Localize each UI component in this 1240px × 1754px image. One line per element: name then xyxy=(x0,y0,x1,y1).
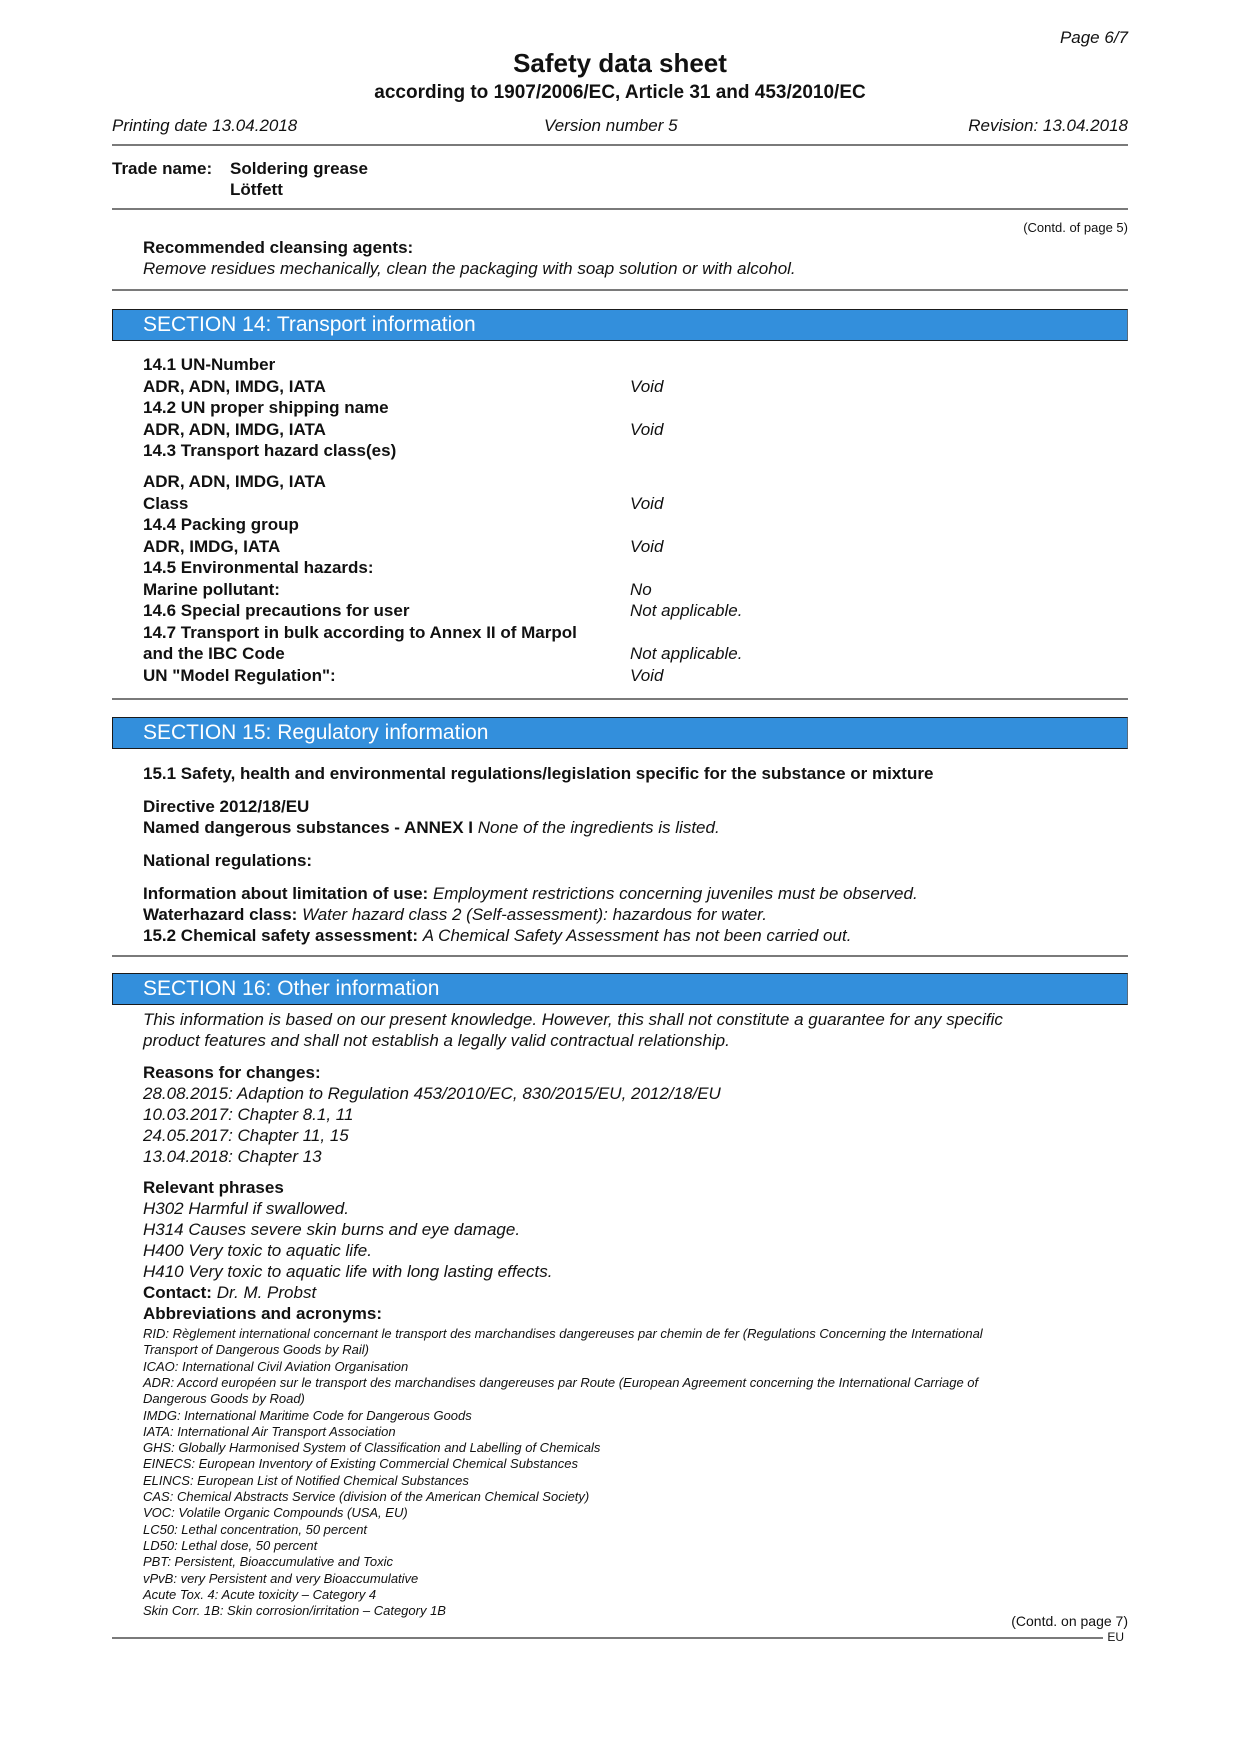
transport-row-value: Void xyxy=(630,420,664,439)
limitation-of-use-label: Information about limitation of use: xyxy=(143,884,429,903)
transport-row-label: ADR, ADN, IMDG, IATA xyxy=(143,472,326,491)
regulations-heading: 15.1 Safety, health and environmental regulations/legislation specific for the substance or mixture xyxy=(143,764,934,783)
transport-row-label: ADR, ADN, IMDG, IATA xyxy=(143,420,326,439)
limitation-of-use-line xyxy=(143,884,918,904)
abbreviation-item: ICAO: International Civil Aviation Organisation xyxy=(143,1358,409,1374)
transport-row-label: 14.4 Packing group xyxy=(143,515,299,534)
transport-row-value: Not applicable. xyxy=(630,644,743,663)
transport-row-label: ADR, ADN, IMDG, IATA xyxy=(143,377,326,396)
section-15-title: SECTION 15: Regulatory information xyxy=(143,721,489,744)
transport-row-label: Class xyxy=(143,494,189,513)
chemical-safety-label: 15.2 Chemical safety assessment: xyxy=(143,926,418,945)
section-divider xyxy=(112,289,1128,291)
trade-name-secondary: Lötfett xyxy=(230,180,283,199)
transport-row-value: Void xyxy=(630,537,664,556)
transport-row-label: 14.2 UN proper shipping name xyxy=(143,398,389,417)
abbreviation-item: VOC: Volatile Organic Compounds (USA, EU) xyxy=(143,1505,408,1521)
directive-label: Directive 2012/18/EU xyxy=(143,797,310,816)
abbreviation-item: ADR: Accord européen sur le transport des marchandises dangereuses par Route (European Agreement concerning the International Carriage of xyxy=(143,1374,979,1390)
transport-row-value: Void xyxy=(630,377,664,396)
page-number: Page 6/7 xyxy=(1059,28,1128,47)
reason-item: 13.04.2018: Chapter 13 xyxy=(143,1147,322,1166)
named-substances-line xyxy=(143,818,720,838)
transport-row-label: ADR, IMDG, IATA xyxy=(143,537,281,556)
limitation-of-use-value: Employment restrictions concerning juveniles must be observed. xyxy=(432,884,918,903)
region-label: EU xyxy=(1103,1630,1128,1644)
document-subtitle: according to 1907/2006/EC, Article 31 and 453/2010/EC xyxy=(374,82,866,103)
reason-item: 28.08.2015: Adaption to Regulation 453/2010/EC, 830/2015/EU, 2012/18/EU xyxy=(143,1084,721,1103)
contact-value: Dr. M. Probst xyxy=(216,1283,317,1302)
section-15-header xyxy=(112,717,1128,749)
abbreviation-item: Acute Tox. 4: Acute toxicity – Category 4 xyxy=(143,1586,377,1602)
transport-row-value: Void xyxy=(630,494,664,513)
transport-row-label: 14.1 UN-Number xyxy=(143,355,276,374)
section-14-header xyxy=(112,309,1128,341)
section-16-title: SECTION 16: Other information xyxy=(143,977,440,1000)
transport-row-label: 14.5 Environmental hazards: xyxy=(143,558,374,577)
section-14-title: SECTION 14: Transport information xyxy=(143,313,476,336)
waterhazard-value: Water hazard class 2 (Self-assessment): hazardous for water. xyxy=(302,905,767,924)
abbreviation-item: GHS: Globally Harmonised System of Classification and Labelling of Chemicals xyxy=(143,1440,601,1456)
abbreviation-item: RID: Règlement international concernant le transport des marchandises dangereuses par chemin de fer (Regulations Concerning the International xyxy=(143,1326,983,1341)
document-title: Safety data sheet xyxy=(513,48,727,78)
chemical-safety-line xyxy=(143,926,851,946)
header-divider xyxy=(112,144,1128,146)
hazard-phrase: H400 Very toxic to aquatic life. xyxy=(143,1241,372,1260)
trade-name-divider xyxy=(112,208,1128,210)
abbreviation-item: IATA: International Air Transport Association xyxy=(143,1423,396,1439)
reason-item: 24.05.2017: Chapter 11, 15 xyxy=(143,1126,349,1145)
continued-from-note: (Contd. of page 5) xyxy=(1023,220,1128,235)
waterhazard-line xyxy=(143,905,767,925)
named-substances-label: Named dangerous substances - ANNEX I xyxy=(143,818,474,837)
hazard-phrase: H314 Causes severe skin burns and eye damage. xyxy=(143,1220,521,1239)
reason-item: 10.03.2017: Chapter 8.1, 11 xyxy=(143,1105,354,1124)
transport-row-label: Marine pollutant: xyxy=(143,580,280,599)
abbreviation-item: EINECS: European Inventory of Existing Commercial Chemical Substances xyxy=(143,1456,578,1472)
chemical-safety-value: A Chemical Safety Assessment has not been carried out. xyxy=(422,926,852,945)
transport-row-value: No xyxy=(630,580,652,599)
abbreviation-item: vPvB: very Persistent and very Bioaccumulative xyxy=(143,1570,419,1586)
transport-row-label: 14.7 Transport in bulk according to Annex II of Marpol xyxy=(143,623,577,642)
abbreviation-item: LC50: Lethal concentration, 50 percent xyxy=(143,1521,368,1537)
abbreviation-item: Transport of Dangerous Goods by Rail) xyxy=(143,1342,369,1358)
abbreviation-item: IMDG: International Maritime Code for Dangerous Goods xyxy=(143,1407,472,1423)
cleansing-agents-label: Recommended cleansing agents: xyxy=(143,238,414,257)
disclaimer-line-2: product features and shall not establish a legally valid contractual relationship. xyxy=(143,1031,730,1050)
abbreviation-item: LD50: Lethal dose, 50 percent xyxy=(143,1537,318,1553)
disclaimer-line-1: This information is based on our present knowledge. However, this shall not constitute a guarantee for any specific xyxy=(143,1010,1003,1029)
abbreviations-label: Abbreviations and acronyms: xyxy=(143,1304,383,1323)
reasons-for-changes-label: Reasons for changes: xyxy=(143,1063,321,1082)
contact-line xyxy=(143,1283,316,1303)
section-divider xyxy=(112,698,1128,700)
relevant-phrases-label: Relevant phrases xyxy=(143,1178,284,1197)
hazard-phrase: H302 Harmful if swallowed. xyxy=(143,1199,349,1218)
waterhazard-label: Waterhazard class: xyxy=(143,905,298,924)
named-substances-value: None of the ingredients is listed. xyxy=(477,818,720,837)
revision-date: Revision: 13.04.2018 xyxy=(968,116,1128,135)
version-number: Version number 5 xyxy=(544,116,678,135)
contact-label: Contact: xyxy=(143,1283,212,1302)
abbreviation-item: ELINCS: European List of Notified Chemical Substances xyxy=(143,1472,469,1488)
transport-row-value: Not applicable. xyxy=(630,601,743,620)
abbreviation-item: Skin Corr. 1B: Skin corrosion/irritation – Category 1B xyxy=(143,1603,446,1619)
abbreviation-item: CAS: Chemical Abstracts Service (division of the American Chemical Society) xyxy=(143,1489,590,1504)
transport-row-label: UN "Model Regulation": xyxy=(143,666,336,685)
national-regulations-label: National regulations: xyxy=(143,851,313,870)
transport-row-label: and the IBC Code xyxy=(143,644,285,663)
trade-name-primary: Soldering grease xyxy=(230,159,368,178)
trade-name-label: Trade name: xyxy=(112,159,213,178)
transport-row-label: 14.6 Special precautions for user xyxy=(143,601,410,620)
footer-divider xyxy=(112,1637,1128,1639)
abbreviation-item: Dangerous Goods by Road) xyxy=(143,1391,305,1407)
cleansing-agents-text: Remove residues mechanically, clean the packaging with soap solution or with alcohol. xyxy=(143,259,796,278)
hazard-phrase: H410 Very toxic to aquatic life with long lasting effects. xyxy=(143,1262,553,1281)
transport-row-label: 14.3 Transport hazard class(es) xyxy=(143,441,397,460)
transport-row-value: Void xyxy=(630,666,664,685)
printing-date: Printing date 13.04.2018 xyxy=(112,116,298,135)
section-divider xyxy=(112,955,1128,957)
section-16-header xyxy=(112,973,1128,1005)
continued-on-note: (Contd. on page 7) xyxy=(1011,1613,1128,1629)
abbreviation-item: PBT: Persistent, Bioaccumulative and Toxic xyxy=(143,1554,394,1570)
